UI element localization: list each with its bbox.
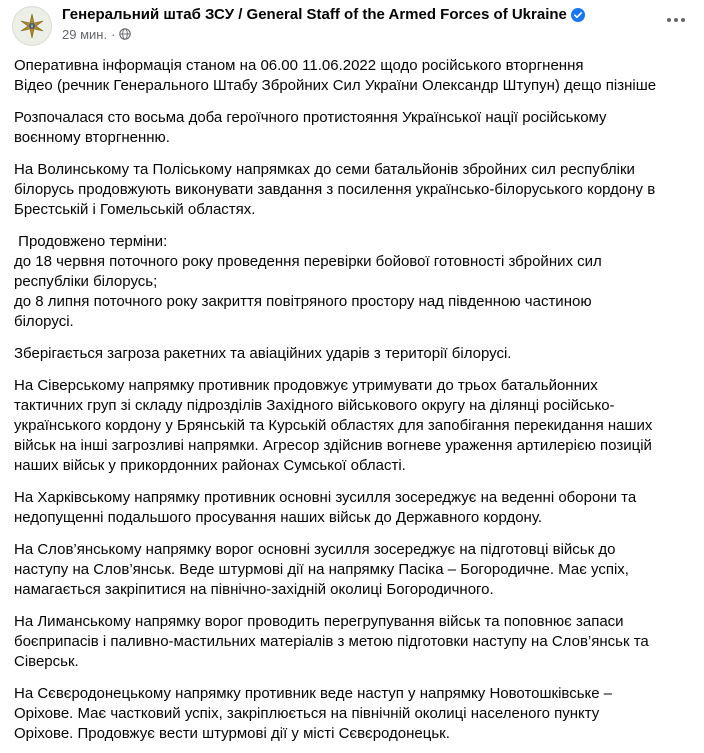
paragraph-line: українського кордону у Брянській та Курській областях для запобігання перекидання наших bbox=[14, 417, 653, 434]
paragraph-line: боєприпасів і паливно-мастильних матеріалів з метою підготовки наступу на Слов’янськ та bbox=[14, 633, 649, 650]
more-options-icon[interactable] bbox=[662, 6, 690, 34]
post-paragraph bbox=[14, 56, 686, 96]
paragraph-line: до 18 червня поточного року проведення перевірки бойової готовності збройних сил bbox=[14, 253, 602, 270]
paragraph-line: військ на інші загрозливі напрямки. Агресор здійснив вогневе ураження артилерією позицій bbox=[14, 437, 652, 454]
post-body bbox=[12, 56, 686, 744]
post-timestamp[interactable]: 29 мин. bbox=[62, 26, 108, 42]
paragraph-line: недопущенні подальшого просування наших військ до Державного кордону. bbox=[14, 509, 543, 526]
paragraph-line: наступу на Слов’янськ. Веде штурмові дії на напрямку Пасіка – Богородичне. Має успіх, bbox=[14, 561, 629, 578]
page-avatar[interactable] bbox=[12, 6, 52, 46]
paragraph-line: Відео (речник Генерального Штабу Збройних Сил України Олександр Штупун) дещо пізніше bbox=[14, 77, 657, 94]
paragraph-line: На Сєвєродонецькому напрямку противник веде наступ у напрямку Новотошківське – bbox=[14, 685, 613, 702]
post-paragraph bbox=[14, 376, 686, 476]
paragraph-line: На Харківському напрямку противник основні зусилля зосереджує на веденні оборони та bbox=[14, 489, 637, 506]
author-name[interactable]: Генеральний штаб ЗСУ / General Staff of the Armed Forces of Ukraine bbox=[62, 6, 567, 23]
paragraph-line: Оріхове. Має частковий успіх, закріплюється на північній околиці населеного пункту bbox=[14, 705, 600, 722]
post-paragraph bbox=[14, 160, 686, 220]
paragraph-line: республіки білорусь; bbox=[14, 273, 158, 290]
verified-badge-icon bbox=[571, 8, 585, 22]
post-subline bbox=[62, 25, 662, 43]
paragraph-line: Оперативна інформація станом на 06.00 11.06.2022 щодо російського вторгнення bbox=[14, 57, 584, 74]
paragraph-line: Брестській і Гомельській областях. bbox=[14, 201, 256, 218]
post-paragraph bbox=[14, 488, 686, 528]
paragraph-line: На Сіверському напрямку противник продовжує утримувати до трьох батальйонних bbox=[14, 377, 598, 394]
paragraph-line: На Слов’янському напрямку ворог основні зусилля зосереджує на підготовці військ до bbox=[14, 541, 616, 558]
paragraph-line: Продовжено терміни: bbox=[14, 233, 168, 250]
paragraph-line: Зберігається загроза ракетних та авіаційних ударів з території білорусі. bbox=[14, 345, 512, 362]
post-paragraph bbox=[14, 108, 686, 148]
paragraph-line: наших військ у прикордонних районах Сумської області. bbox=[14, 457, 406, 474]
paragraph-line: Розпочалася сто восьма доба героїчного протистояння Української нації російському bbox=[14, 109, 607, 126]
armed-forces-emblem-icon bbox=[17, 11, 47, 41]
post-paragraph bbox=[14, 540, 686, 600]
post-meta bbox=[62, 4, 662, 43]
separator-dot: · bbox=[111, 26, 116, 42]
paragraph-line: Сіверськ. bbox=[14, 653, 79, 670]
paragraph-line: На Волинському та Поліському напрямках до семи батальйонів збройних сил республіки bbox=[14, 161, 635, 178]
post-paragraph bbox=[14, 344, 686, 364]
author-row bbox=[62, 4, 662, 25]
globe-icon[interactable] bbox=[119, 28, 131, 40]
paragraph-line: воєнному вторгненню. bbox=[14, 129, 170, 146]
post-paragraph bbox=[14, 684, 686, 744]
paragraph-line: Оріхове. Продовжує вести штурмові дії у місті Сєвєродонецьк. bbox=[14, 725, 450, 742]
post-header bbox=[12, 0, 692, 56]
paragraph-line: білорусь продовжують виконувати завдання з посилення українсько-білоруського кордону в bbox=[14, 181, 656, 198]
post-paragraph bbox=[14, 612, 686, 672]
paragraph-line: білорусі. bbox=[14, 313, 74, 330]
paragraph-line: На Лиманському напрямку ворог проводить перегрупування військ та поповнює запаси bbox=[14, 613, 624, 630]
paragraph-line: до 8 липня поточного року закриття повітряного простору над південною частиною bbox=[14, 293, 592, 310]
post-paragraph bbox=[14, 232, 686, 332]
paragraph-line: тактичних груп зі складу підрозділів Західного військового округу на ділянці російсько- bbox=[14, 397, 615, 414]
paragraph-line: намагається закріпитися на північно-західній околиці Богородичного. bbox=[14, 581, 494, 598]
